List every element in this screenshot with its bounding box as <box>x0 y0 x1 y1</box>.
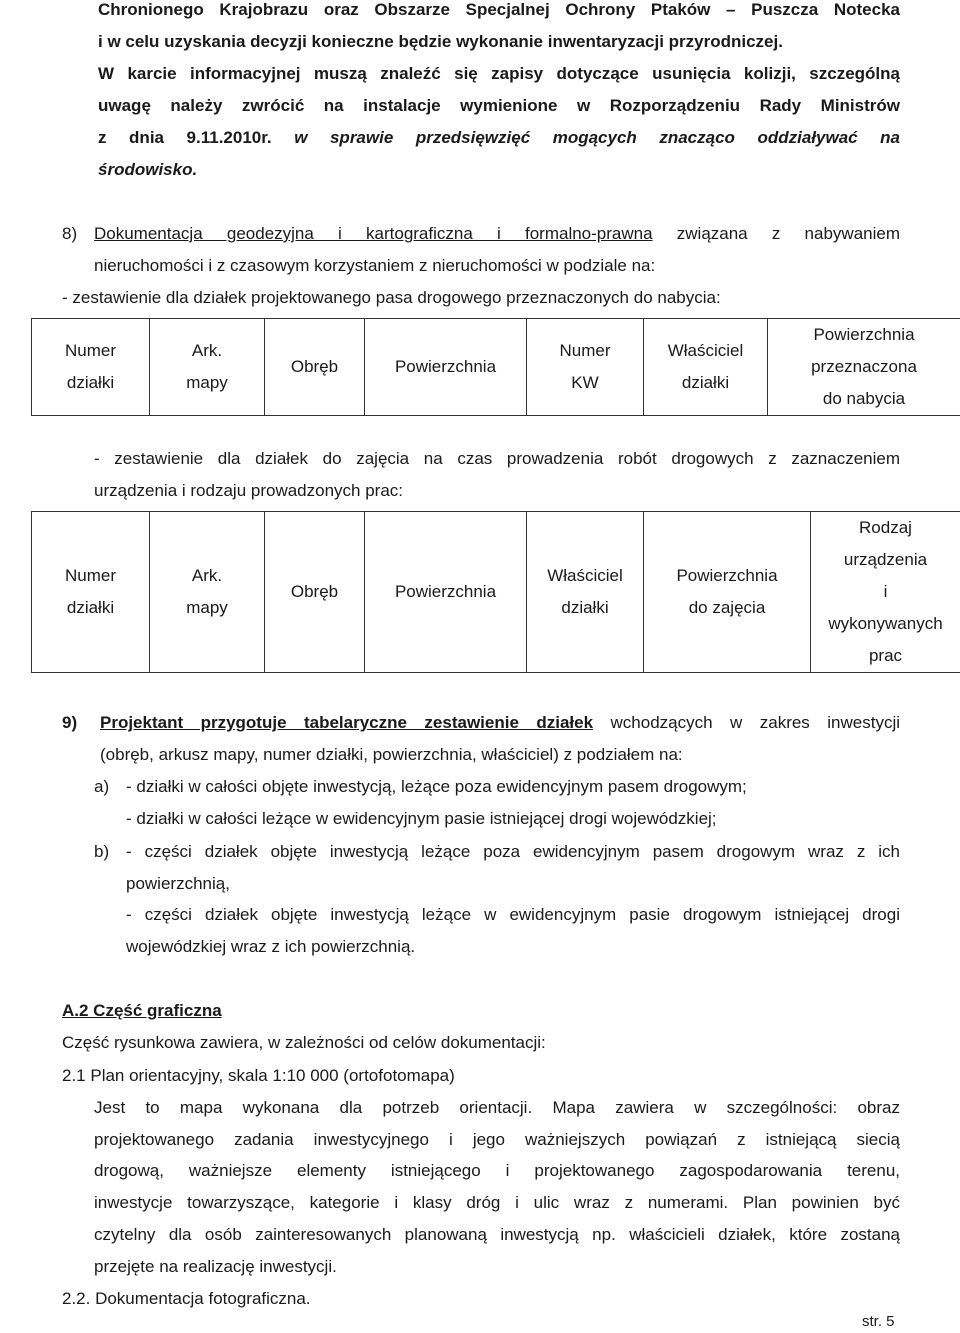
section9-number: 9) <box>62 713 78 732</box>
section8-heading: Dokumentacja geodezyjna i kartograficzna i formalno-prawna <box>94 224 653 243</box>
intro-line-4: uwagę należy zwrócić na instalacje wymienione w Rozporządzeniu Rady Ministrów <box>98 96 900 115</box>
section9-b-item-2-line-2: wojewódzkiej wraz z ich powierzchnią. <box>126 937 416 956</box>
col-area-to-occupy: Powierzchnia do zajęcia <box>644 512 811 673</box>
col-device-type: Rodzaj urządzenia i wykonywanych prac <box>811 512 960 673</box>
table-row <box>32 512 960 673</box>
section9-line-1 <box>100 713 900 733</box>
section9-b-label: b) <box>94 842 110 861</box>
section9-line-2: (obręb, arkusz mapy, numer działki, powierzchnia, właściciel) z podziałem na: <box>100 745 683 764</box>
item-2-1-line-1: Jest to mapa wykonana dla potrzeb orientacji. Mapa zawiera w szczególności: obraz <box>94 1098 900 1117</box>
col-precinct: Obręb <box>265 512 365 673</box>
section8-number: 8) <box>62 224 78 243</box>
item-2-1-line-6: przejęte na realizację inwestycji. <box>94 1257 337 1276</box>
section9-b-item-1-line-1: - części działek objęte inwestycją leżące poza ewidencyjnym pasem drogowym wraz z ich <box>126 842 900 861</box>
table-row <box>32 319 960 416</box>
section9-a-item-1: - działki w całości objęte inwestycją, leżące poza ewidencyjnym pasem drogowym; <box>126 777 747 796</box>
intro-date: z dnia 9.11.2010r. <box>98 128 272 147</box>
table-temporary-use <box>31 511 960 673</box>
col-owner: Właściciel działki <box>644 319 768 416</box>
intro-line-6: środowisko. <box>98 160 198 179</box>
section8-heading-rest: związana z nabywaniem <box>676 224 900 243</box>
intro-line-5 <box>98 128 900 148</box>
intro-line-1: Chronionego Krajobrazu oraz Obszarze Specjalnej Ochrony Ptaków – Puszcza Notecka <box>98 0 900 19</box>
section-a2-heading: A.2 Część graficzna <box>62 1001 222 1020</box>
col-owner: Właściciel działki <box>527 512 644 673</box>
section8-list-2-line-1: - zestawienie dla działek do zajęcia na czas prowadzenia robót drogowych z zaznaczeniem <box>94 449 900 468</box>
section9-a-label: a) <box>94 777 110 796</box>
section-a2-intro: Część rysunkowa zawiera, w zależności od celów dokumentacji: <box>62 1033 546 1052</box>
col-area-to-acquire: Powierzchnia przeznaczona do nabycia <box>768 319 960 416</box>
col-parcel-number: Numer działki <box>32 512 150 673</box>
item-2-1-line-4: inwestycje towarzyszące, kategorie i klasy dróg i ulic wraz z numerami. Plan powinien być <box>94 1193 900 1212</box>
intro-regulation-title: w sprawie przedsięwzięć mogących znacząco oddziaływać na <box>294 128 901 147</box>
section8-line-1 <box>94 224 900 244</box>
table-acquisition <box>31 318 960 416</box>
col-parcel-number: Numer działki <box>32 319 150 416</box>
section8-list-1: - zestawienie dla działek projektowanego pasa drogowego przeznaczonych do nabycia: <box>62 288 721 307</box>
item-2-1-line-3: drogową, ważniejsze elementy istniejącego i projektowanego zagospodarowania terenu, <box>94 1161 900 1180</box>
intro-line-2: i w celu uzyskania decyzji konieczne będzie wykonanie inwentaryzacji przyrodniczej. <box>98 32 783 51</box>
item-2-2-title: 2.2. Dokumentacja fotograficzna. <box>62 1289 311 1308</box>
section9-heading-rest: wchodzących w zakres inwestycji <box>610 713 900 732</box>
item-2-1-line-5: czytelny dla osób zainteresowanych planowaną inwestycją np. właścicieli działek, które zostaną <box>94 1225 900 1244</box>
item-2-1-line-2: projektowanego zadania inwestycyjnego i jego ważniejszych powiązań z istniejącą siecią <box>94 1130 900 1149</box>
section9-heading: Projektant przygotuje tabelaryczne zestawienie działek <box>100 713 594 732</box>
col-kw-number: Numer KW <box>527 319 644 416</box>
section8-list-2-line-2: urządzenia i rodzaju prowadzonych prac: <box>94 481 404 500</box>
col-precinct: Obręb <box>265 319 365 416</box>
section9-b-item-2-line-1: - części działek objęte inwestycją leżące w ewidencyjnym pasie drogowym istniejącej drogi <box>126 905 900 924</box>
page-number: str. 5 <box>862 1313 895 1330</box>
section8-line-2: nieruchomości i z czasowym korzystaniem z nieruchomości w podziale na: <box>94 256 656 275</box>
section9-a-item-2: - działki w całości leżące w ewidencyjnym pasie istniejącej drogi wojewódzkiej; <box>126 809 717 828</box>
col-map-sheet: Ark. mapy <box>150 512 265 673</box>
col-map-sheet: Ark. mapy <box>150 319 265 416</box>
item-2-1-title: 2.1 Plan orientacyjny, skala 1:10 000 (ortofotomapa) <box>62 1066 455 1085</box>
col-area: Powierzchnia <box>365 512 527 673</box>
section9-b-item-1-line-2: powierzchnią, <box>126 874 230 893</box>
intro-line-3: W karcie informacyjnej muszą znaleźć się zapisy dotyczące usunięcia kolizji, szczególną <box>98 64 900 83</box>
col-area: Powierzchnia <box>365 319 527 416</box>
